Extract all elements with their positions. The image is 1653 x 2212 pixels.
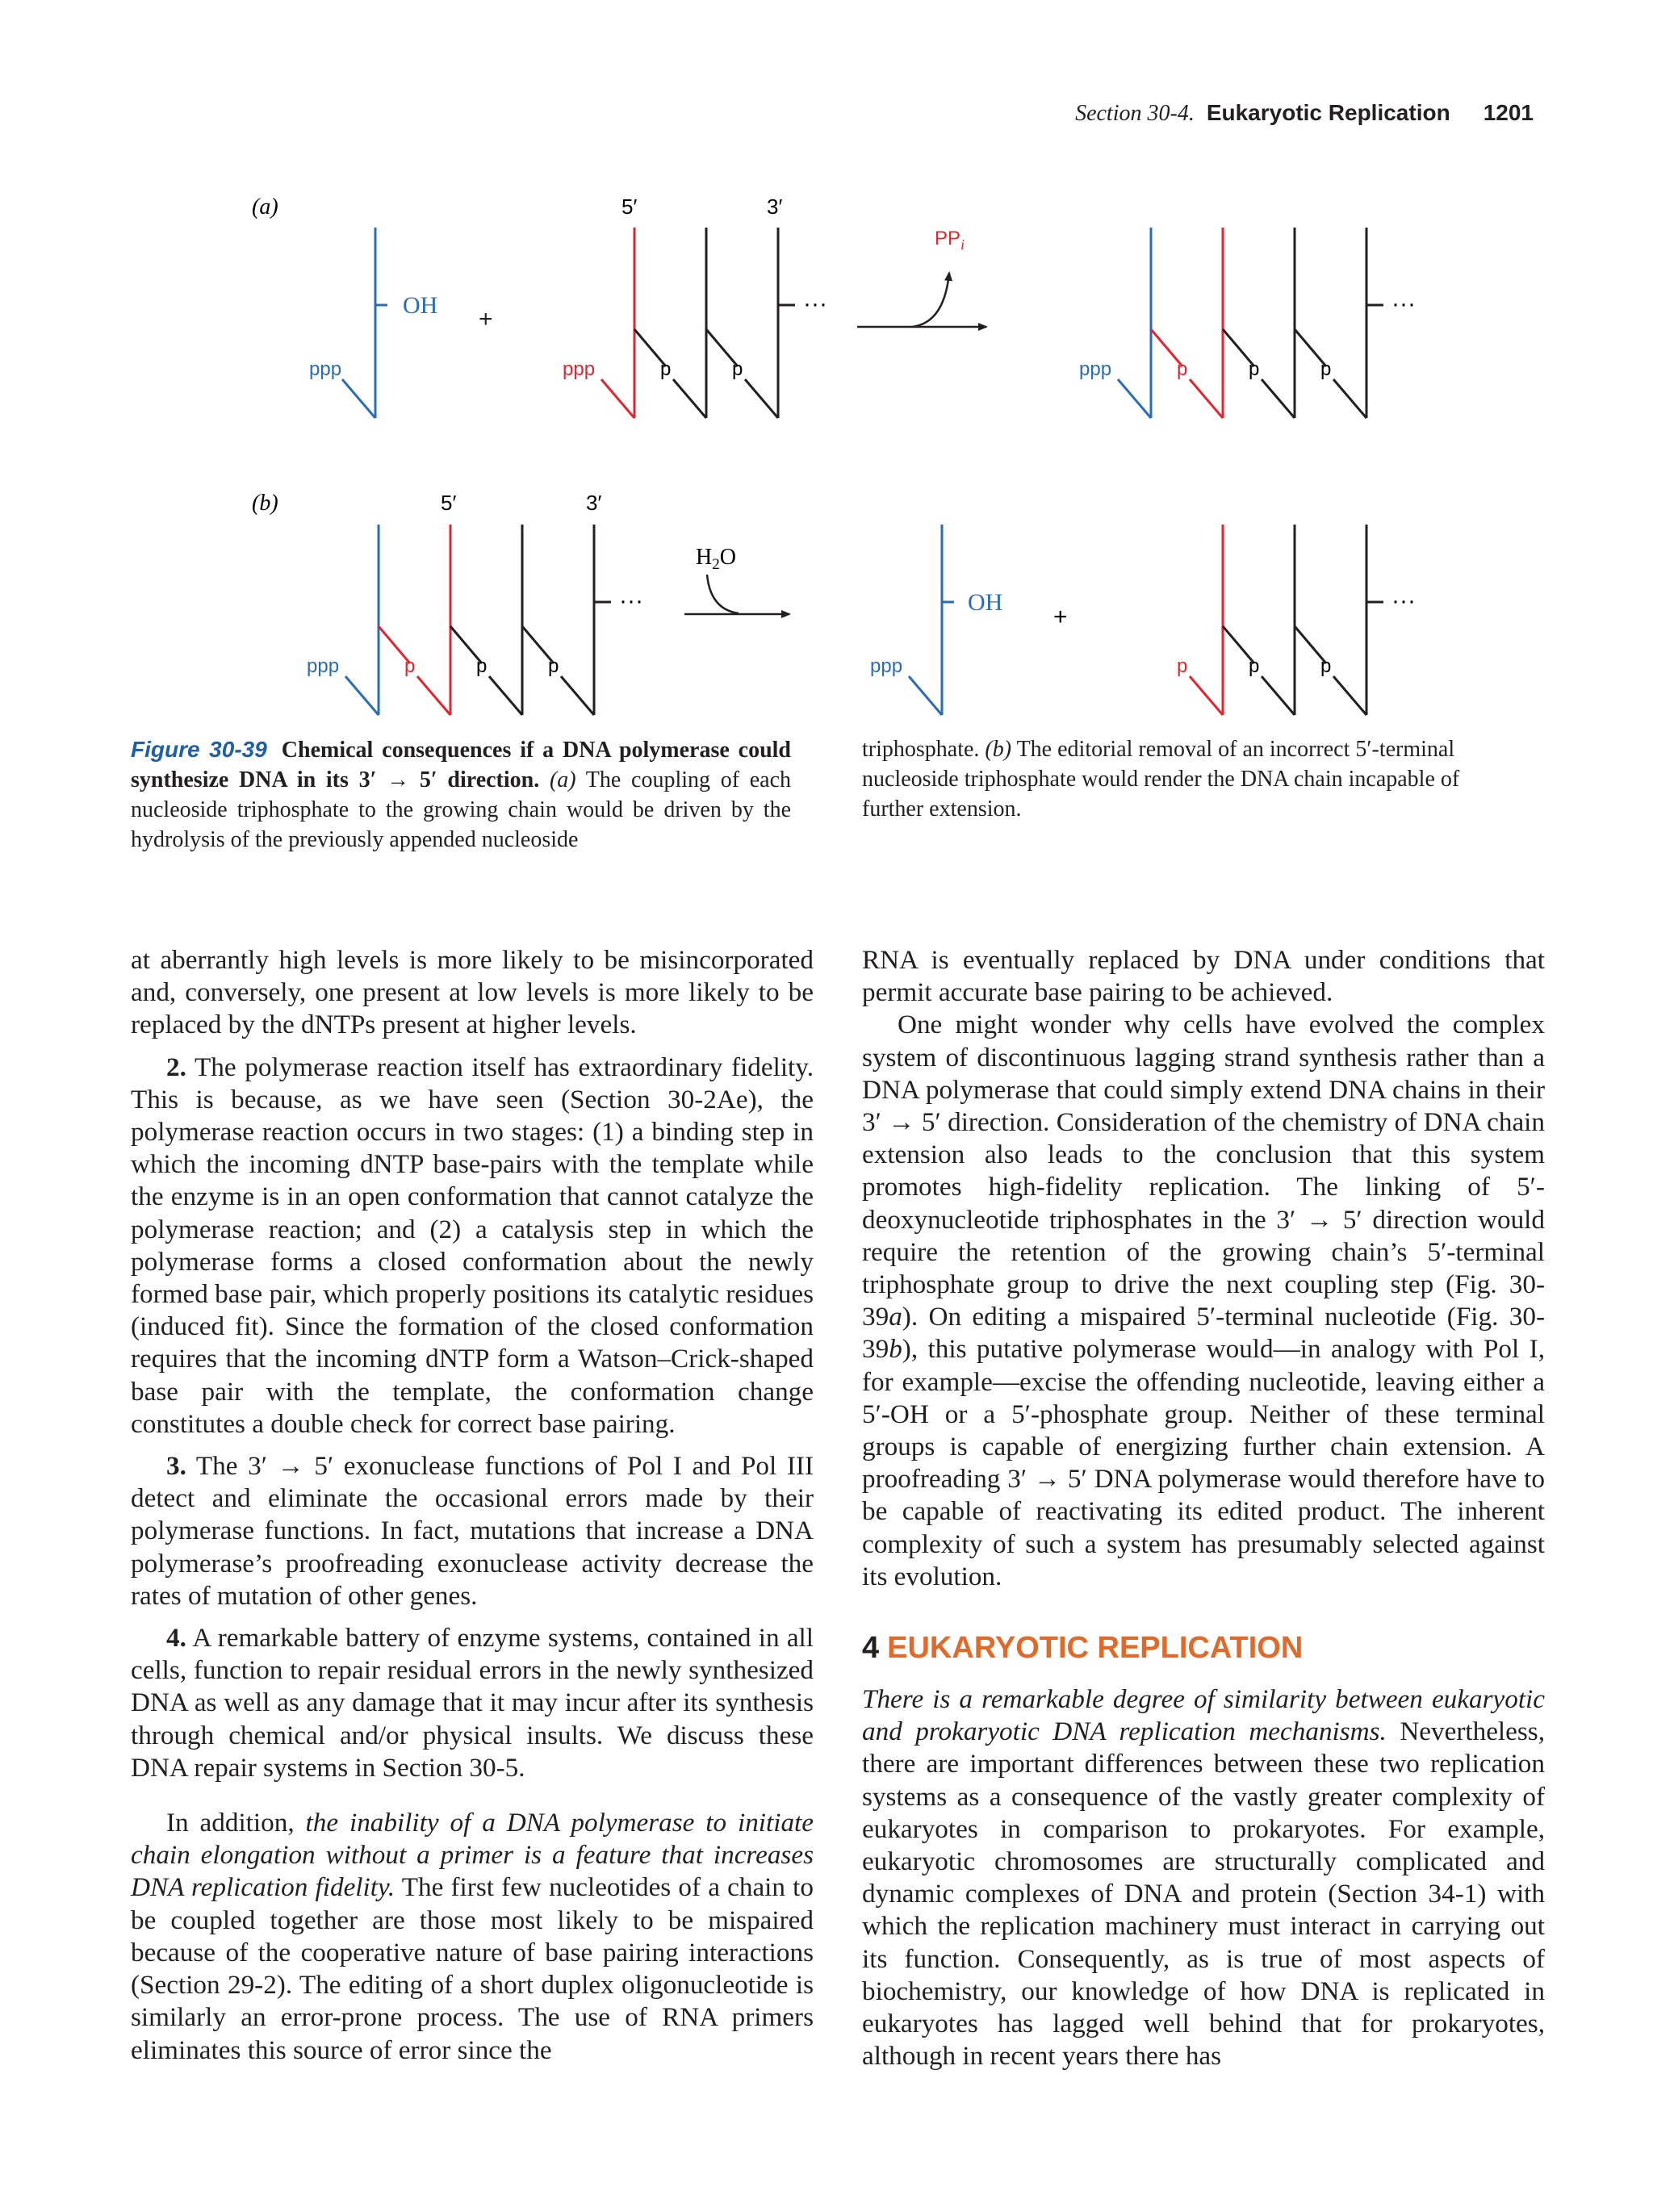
product-chain-a xyxy=(1118,228,1383,418)
header-title: Eukaryotic Replication xyxy=(1206,100,1450,125)
paragraph: One might wonder why cells have evolved the complex system of discontinuous lagging strand synthesis rather than a DNA polymerase that could simply extend DNA chains in their 3′ → 5′ direction. Consideration of the chemistry of DNA chain extension also leads to the conclusion that this system promotes high-fidelity replication. The linking of 5′-deoxynucleotide triphosphates in the 3′ → 5′ direction would require the retention of the growing chain’s 5′-terminal triphosphate group to drive the next coupling step (Fig. 30-39a). On editing a mispaired 5′-terminal nucleotide (Fig. 30-39b), this putative polymerase would—in analogy with Pol I, for example—excise the offending nucleotide, leaving either a 5′-OH or a 5′-phosphate group. Neither of these terminal groups is capable of energizing further chain extension. A proofreading 3′ → 5′ DNA polymerase would therefore have to be capable of reactivating its edited product. The inherent complexity of such a system has presumably selected against its evolution. xyxy=(862,1010,1545,1591)
figure-30-39-diagram xyxy=(0,161,1653,726)
phosphate-label: p xyxy=(1249,655,1260,677)
paragraph: In addition, the inability of a DNA polymerase to initiate chain elongation without a primer is a feature that increases DNA replication fidelity. The first few nucleotides of a chain to be coupled together are those most likely to be mispaired because of the cooperative nature of base pairing interactions (Section 29-2). The editing of a short duplex oligonucleotide is similarly an error-prone process. The use of RNA primers eliminates this source of error since the xyxy=(131,1808,814,2065)
section-number: 4 xyxy=(862,1631,880,1666)
phosphate-label: p xyxy=(1320,655,1332,677)
caption-continuation: triphosphate. xyxy=(862,737,980,762)
three-prime-label: 3′ xyxy=(586,491,602,515)
phosphate-label: p xyxy=(660,358,672,380)
ellipsis: ··· xyxy=(803,291,827,317)
phosphate-label: p xyxy=(1177,655,1188,677)
three-prime-label: 3′ xyxy=(767,194,783,219)
ppp-label: ppp xyxy=(1079,358,1112,380)
oh-label: OH xyxy=(968,589,1003,616)
ppp-label: ppp xyxy=(307,655,340,677)
figure-caption-right xyxy=(862,734,1521,824)
page-number: 1201 xyxy=(1483,100,1534,125)
phosphate-label: p xyxy=(1249,358,1260,380)
plus-sign: + xyxy=(479,306,493,332)
ellipsis: ··· xyxy=(1391,291,1416,317)
remaining-chain-b xyxy=(1190,525,1383,715)
phosphate-label: p xyxy=(548,655,559,677)
mispaired-chain-b xyxy=(345,525,611,715)
section-title: EUKARYOTIC REPLICATION xyxy=(887,1631,1304,1666)
ppp-label: ppp xyxy=(309,358,342,380)
left-column xyxy=(131,944,814,2067)
reaction-arrow-b xyxy=(684,575,789,614)
caption-part-a-text: The coupling of each nucleoside triphosphate to the growing chain would be driven by the hydrolysis of the previously appended nucleoside xyxy=(131,767,792,852)
paragraph: 2. The polymerase reaction itself has extraordinary fidelity. This is because, as we have seen (Section 30-2Ae), the polymerase reaction occurs in two stages: (1) a binding step in which the incoming dNTP base-pairs with the template while the enzyme is in an open conformation that cannot catalyze the polymerase reaction; and (2) a catalysis step in which the polymerase forms a closed conformation about the newly formed base pair, which properly positions its catalytic residues (induced fit). Since the formation of the closed conformation requires that the incoming dNTP form a Watson–Crick-shaped base pair with the template, the conformation change constitutes a double check for correct base pairing. xyxy=(131,1052,814,1439)
reaction-arrow-a xyxy=(857,273,986,327)
ppp-label: ppp xyxy=(563,358,596,380)
phosphate-label: p xyxy=(1177,358,1188,380)
oh-nucleotide-a xyxy=(342,228,387,418)
water-label: $H_2O$ xyxy=(696,545,736,573)
right-column xyxy=(862,944,1545,2073)
header-section: Section 30-4. xyxy=(1075,101,1195,126)
paragraph: 3. The 3′ → 5′ exonuclease functions of Pol I and Pol III detect and eliminate the occasional errors made by their polymerase functions. In fact, mutations that increase a DNA polymerase’s proofreading exonuclease activity decrease the rates of mutation of other genes. xyxy=(131,1451,814,1611)
five-prime-label: 5′ xyxy=(441,491,457,515)
figure-label: Figure 30-39 xyxy=(131,737,267,762)
figure-caption-left xyxy=(131,734,791,855)
phosphate-label: p xyxy=(404,655,416,677)
ellipsis: ··· xyxy=(1391,587,1416,614)
panel-b-label: (b) xyxy=(252,491,278,516)
paragraph: There is a remarkable degree of similarity between eukaryotic and prokaryotic DNA replication mechanisms. Nevertheless, there are important differences between these two replication systems as a consequence of the vastly greater complexity of eukaryotes in comparison to prokaryotes. For example, eukaryotic chromosomes are structurally complicated and dynamic complexes of DNA and protein (Section 34-1) with which the replication machinery must interact in carrying out its function. Consequently, as is true of most aspects of biochemistry, our knowledge of how DNA is replicated in eukaryotes has lagged well behind that for prokaryotes, although in recent years there has xyxy=(862,1684,1546,2072)
phosphate-label: p xyxy=(732,358,743,380)
caption-part-b-label: (b) xyxy=(985,737,1012,762)
oh-label: OH xyxy=(403,292,438,319)
growing-chain-a xyxy=(601,228,795,418)
running-header xyxy=(1075,100,1534,127)
ellipsis: ··· xyxy=(619,587,643,614)
phosphate-label: p xyxy=(1320,358,1332,380)
paragraph: 4. A remarkable battery of enzyme systems, contained in all cells, function to repair residual errors in the newly synthesized DNA as well as any damage that it may incur after its synthesis through chemical and/or physical insults. We discuss these DNA repair systems in Section 30-5. xyxy=(131,1623,814,1783)
section-heading xyxy=(862,1630,1545,1666)
caption-part-b-text: The editorial removal of an incorrect 5′-terminal nucleoside triphosphate would render the DNA chain incapable of further extension. xyxy=(862,737,1460,822)
five-prime-label: 5′ xyxy=(621,194,638,219)
ppp-label: ppp xyxy=(870,655,903,677)
plus-sign: + xyxy=(1053,604,1068,630)
caption-part-a-label: (a) xyxy=(549,767,576,792)
oh-nucleotide-b xyxy=(909,525,954,715)
pyrophosphate-label: $PP_i$ xyxy=(935,228,965,253)
paragraph: at aberrantly high levels is more likely to be misincorporated and, conversely, one present at low levels is more likely to be replaced by the dNTPs present at higher levels. xyxy=(131,945,814,1040)
paragraph: RNA is eventually replaced by DNA under conditions that permit accurate base pairing to be achieved. xyxy=(862,945,1545,1008)
panel-a-label: (a) xyxy=(252,194,278,220)
caption-bold: Chemical consequences if a DNA polymerase could synthesize DNA in its 3′ → 5′ direction. xyxy=(131,738,791,792)
phosphate-label: p xyxy=(476,655,488,677)
